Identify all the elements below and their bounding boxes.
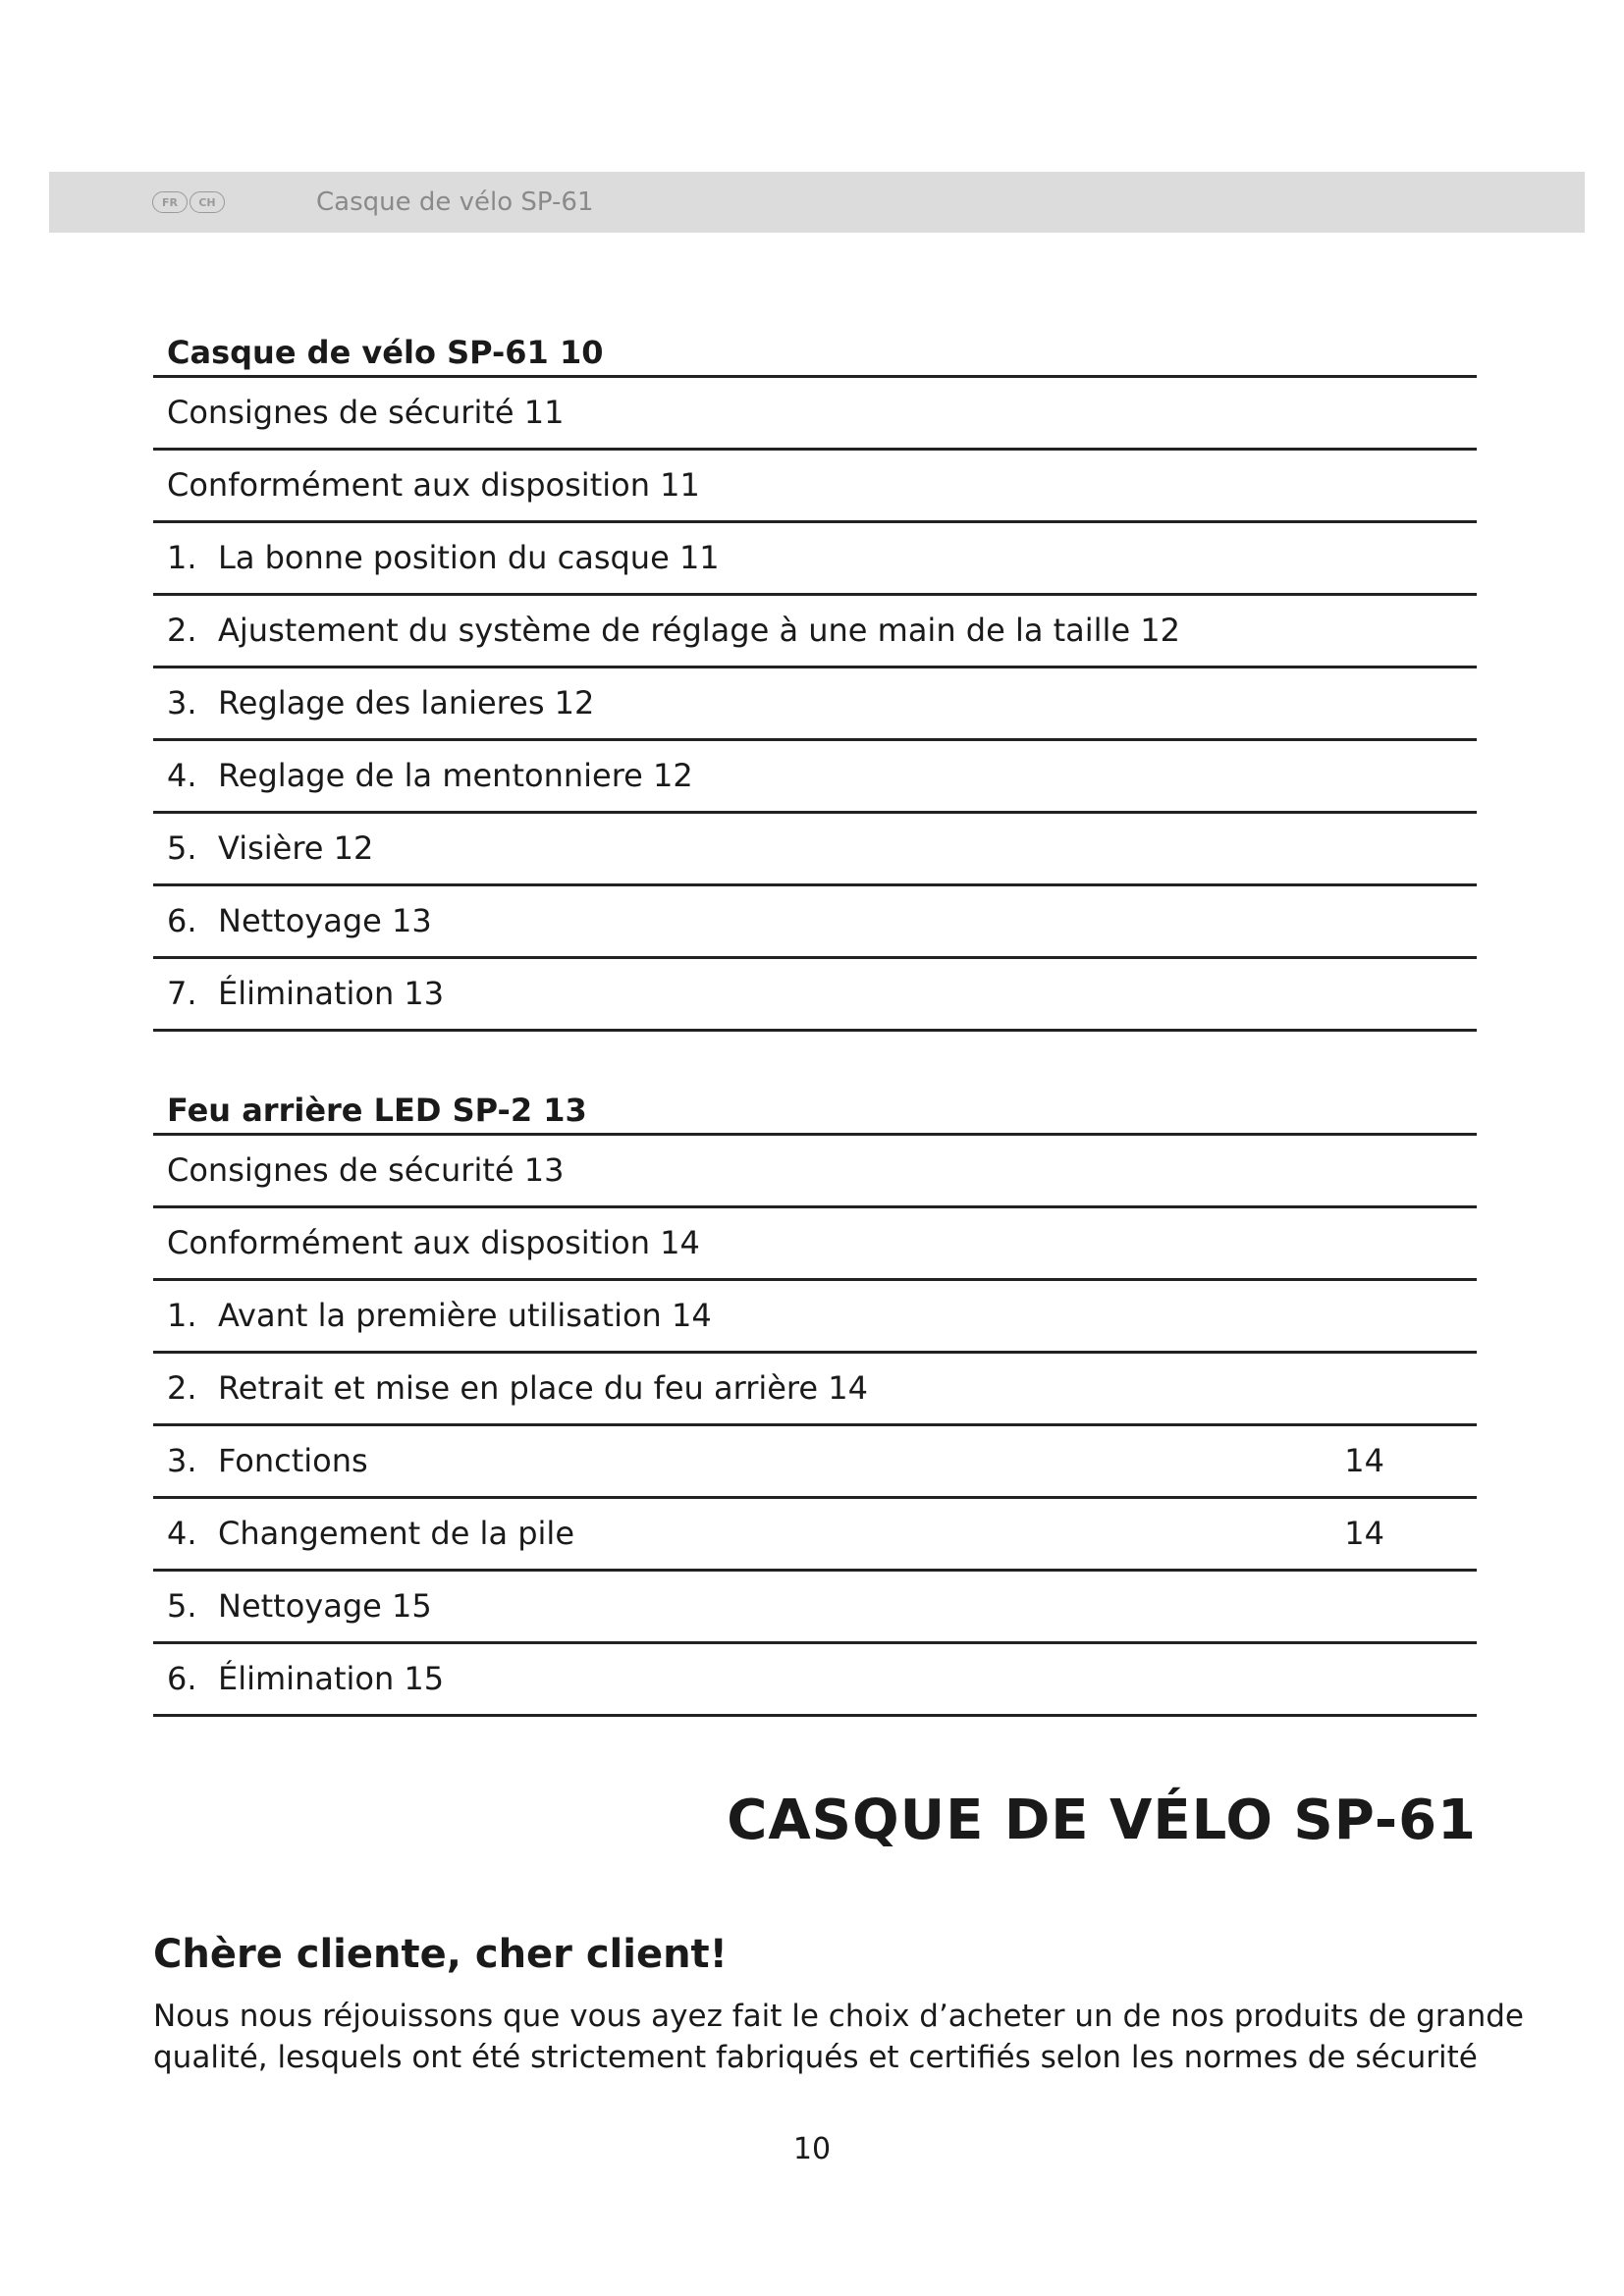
- toc-row-text: Reglage des lanieres 12: [218, 684, 595, 721]
- toc-row: [153, 1572, 1477, 1644]
- toc-row: [153, 668, 1477, 741]
- toc-row-text: Visière 12: [218, 829, 374, 867]
- toc-row: [153, 596, 1477, 668]
- toc-row-number: 2.: [167, 1369, 197, 1407]
- toc-row: [153, 1136, 1477, 1208]
- toc-row: [153, 1354, 1477, 1426]
- toc-row: [153, 1499, 1477, 1572]
- intro-line: qualité, lesquels ont été strictement fabriqués et certifiés selon les normes de sécurité: [153, 2040, 1478, 2075]
- toc-row: [153, 1426, 1477, 1499]
- toc-row: [153, 741, 1477, 814]
- toc-row-text: Nettoyage 13: [218, 902, 432, 939]
- toc-row-number: 4.: [167, 757, 197, 794]
- toc-row: [153, 378, 1477, 451]
- toc-row-text: Conformément aux disposition 14: [167, 1224, 700, 1261]
- toc-row-number: 4.: [167, 1515, 197, 1552]
- toc-row-number: 5.: [167, 1587, 197, 1625]
- intro-line: Nous nous réjouissons que vous ayez fait le choix d’acheter un de nos produits de grande: [153, 1999, 1524, 2034]
- toc-row-number: 5.: [167, 829, 197, 867]
- toc-row-text: Changement de la pile: [218, 1515, 574, 1552]
- toc-row-number: 1.: [167, 1297, 197, 1334]
- toc-row-number: 3.: [167, 1442, 197, 1479]
- toc-row-text: Reglage de la mentonniere 12: [218, 757, 693, 794]
- toc-row-text: Élimination 15: [218, 1660, 445, 1697]
- toc-row-number: 6.: [167, 1660, 197, 1697]
- toc-row-text: Conformément aux disposition 11: [167, 466, 700, 504]
- toc-section-rear-light: [153, 1088, 1477, 1717]
- language-badges: [152, 186, 227, 219]
- greeting-heading: Chère cliente, cher client!: [153, 1932, 728, 1977]
- badge-ch: CH: [189, 191, 225, 213]
- toc-row-page: 14: [1344, 1442, 1384, 1479]
- toc-row-text: Élimination 13: [218, 975, 445, 1012]
- toc-row-number: 6.: [167, 902, 197, 939]
- toc-row: [153, 1208, 1477, 1281]
- toc-row-number: 7.: [167, 975, 197, 1012]
- toc-row-text: Retrait et mise en place du feu arrière 14: [218, 1369, 868, 1407]
- toc-row: [153, 1644, 1477, 1717]
- toc-row-text: Consignes de sécurité 11: [167, 394, 565, 431]
- toc-heading: Casque de vélo SP-61 10: [153, 330, 1477, 378]
- toc-row-text: Consignes de sécurité 13: [167, 1151, 565, 1189]
- toc-section-helmet: [153, 330, 1477, 1032]
- toc-row: [153, 886, 1477, 959]
- toc-row: [153, 451, 1477, 523]
- header-bar: [49, 172, 1585, 233]
- page-number: 10: [792, 2132, 832, 2166]
- toc-row-text: Ajustement du système de réglage à une main de la taille 12: [218, 612, 1181, 649]
- toc-heading: Feu arrière LED SP-2 13: [153, 1088, 1477, 1136]
- toc-row-number: 1.: [167, 539, 197, 576]
- page-title: CASQUE DE VÉLO SP-61: [727, 1789, 1477, 1852]
- toc-row-text: Nettoyage 15: [218, 1587, 432, 1625]
- toc-row-text: La bonne position du casque 11: [218, 539, 720, 576]
- toc-row-text: Avant la première utilisation 14: [218, 1297, 712, 1334]
- toc-row: [153, 523, 1477, 596]
- header-title: Casque de vélo SP-61: [316, 187, 594, 217]
- badge-fr: FR: [152, 191, 188, 213]
- toc-row-text: Fonctions: [218, 1442, 368, 1479]
- toc-row: [153, 1281, 1477, 1354]
- toc-row: [153, 814, 1477, 886]
- toc-row: [153, 959, 1477, 1032]
- toc-row-page: 14: [1344, 1515, 1384, 1552]
- toc-row-number: 2.: [167, 612, 197, 649]
- toc-row-number: 3.: [167, 684, 197, 721]
- intro-paragraph: [153, 1996, 1524, 2078]
